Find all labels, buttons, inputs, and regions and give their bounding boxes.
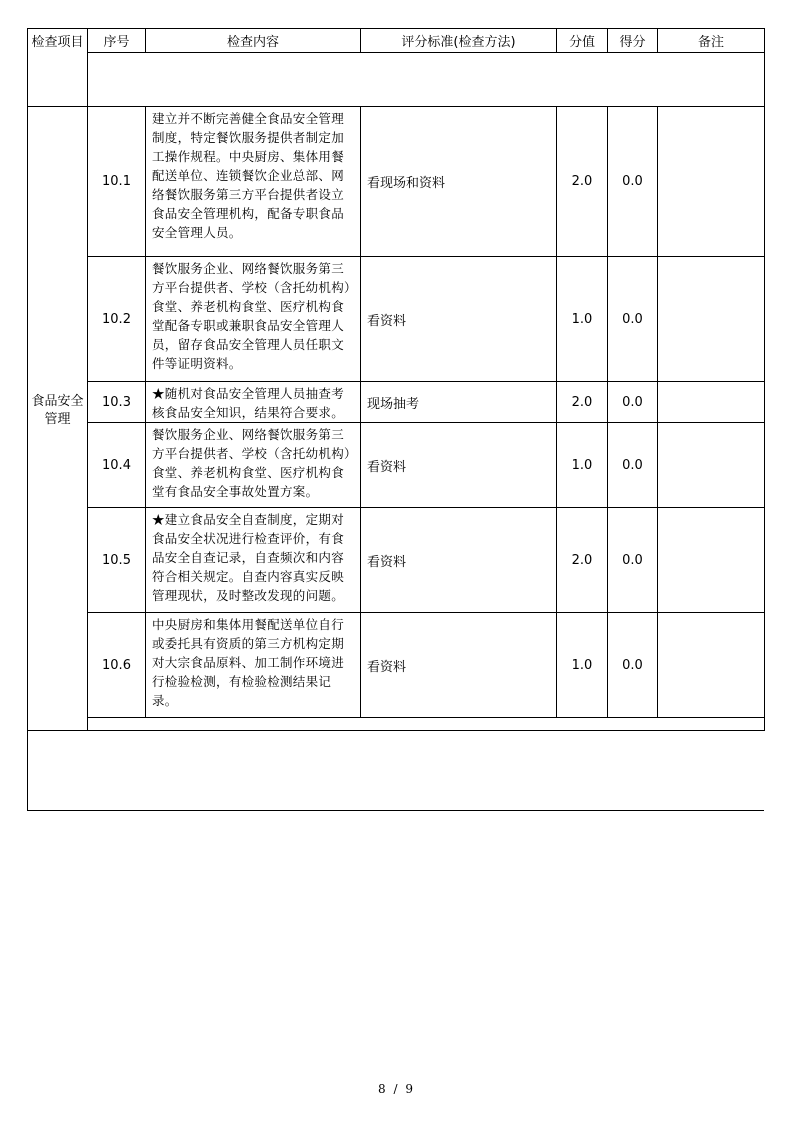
row-content: ★建立食品安全自查制度，定期对食品安全状况进行检查评价，有食品安全自查记录，自查频次和内容符合相关规定。自查内容真实反映管理现状，及时整改发现的问题。 (152, 512, 345, 603)
row-score: 0.0 (622, 657, 643, 673)
row-standard: 看资料 (367, 459, 407, 475)
table-bottom-border (27, 810, 764, 811)
section-bottom-border (27, 730, 764, 731)
header-standard: 评分标准(检查方法) (401, 35, 516, 50)
row-remark[interactable] (658, 423, 764, 507)
row-content: 餐饮服务企业、网络餐饮服务第三方平台提供者、学校（含托幼机构）食堂、养老机构食堂、医疗机构食堂有食品安全事故处置方案。 (152, 427, 351, 499)
table-right-border (764, 28, 765, 731)
row-no: 10.6 (102, 657, 131, 673)
row-score: 0.0 (622, 457, 643, 473)
row-score: 0.0 (622, 174, 643, 189)
header-score: 得分 (619, 35, 646, 50)
row-points: 1.0 (571, 311, 593, 327)
category-label: 食品安全管理 (31, 394, 84, 427)
row-no: 10.4 (102, 457, 131, 473)
header-bottom-border (87, 52, 764, 53)
header-points: 分值 (568, 35, 595, 50)
row-no: 10.5 (102, 552, 131, 568)
row-points: 2.0 (571, 174, 593, 189)
row-remark[interactable] (658, 382, 764, 422)
row-remark[interactable] (658, 257, 764, 381)
row-remark[interactable] (658, 107, 764, 256)
row-score: 0.0 (622, 311, 643, 327)
row-standard: 现场抽考 (367, 396, 420, 412)
row-divider-6 (87, 717, 764, 718)
row-standard: 看资料 (367, 554, 407, 570)
row-points: 2.0 (571, 552, 593, 568)
row-content: 中央厨房和集体用餐配送单位自行或委托具有资质的第三方机构定期对大宗食品原料、加工制作环境进行检验检测，有检验检测结果记录。 (152, 617, 345, 708)
row-score: 0.0 (622, 552, 643, 568)
row-no: 10.3 (102, 394, 131, 410)
row-standard: 看资料 (367, 313, 407, 329)
header-content: 检查内容 (226, 35, 279, 50)
row-points: 1.0 (571, 657, 593, 673)
header-remark: 备注 (697, 35, 724, 50)
row-score: 0.0 (622, 394, 643, 410)
header-category: 检查项目 (31, 35, 84, 50)
row-standard: 看现场和资料 (367, 176, 446, 191)
row-content: 餐饮服务企业、网络餐饮服务第三方平台提供者、学校（含托幼机构）食堂、养老机构食堂、医疗机构食堂配备专职或兼职食品安全管理人员，留存食品安全管理人员任职文件等证明资料。 (152, 261, 351, 371)
header-no: 序号 (103, 35, 130, 50)
row-points: 2.0 (571, 394, 593, 410)
row-standard: 看资料 (367, 659, 407, 675)
row-content: ★随机对食品安全管理人员抽查考核食品安全知识，结果符合要求。 (152, 386, 345, 420)
row-points: 1.0 (571, 457, 593, 473)
row-content: 建立并不断完善健全食品安全管理制度，特定餐饮服务提供者制定加工操作规程。中央厨房、集体用餐配送单位、连锁餐饮企业总部、网络餐饮服务第三方平台提供者设立食品安全管理机构，配备专职食品安全管理人员。 (152, 111, 345, 240)
row-remark[interactable] (658, 613, 764, 717)
row-no: 10.1 (102, 174, 131, 189)
row-no: 10.2 (102, 311, 131, 327)
page-number: 8 / 9 (378, 1082, 415, 1096)
row-remark[interactable] (658, 508, 764, 612)
